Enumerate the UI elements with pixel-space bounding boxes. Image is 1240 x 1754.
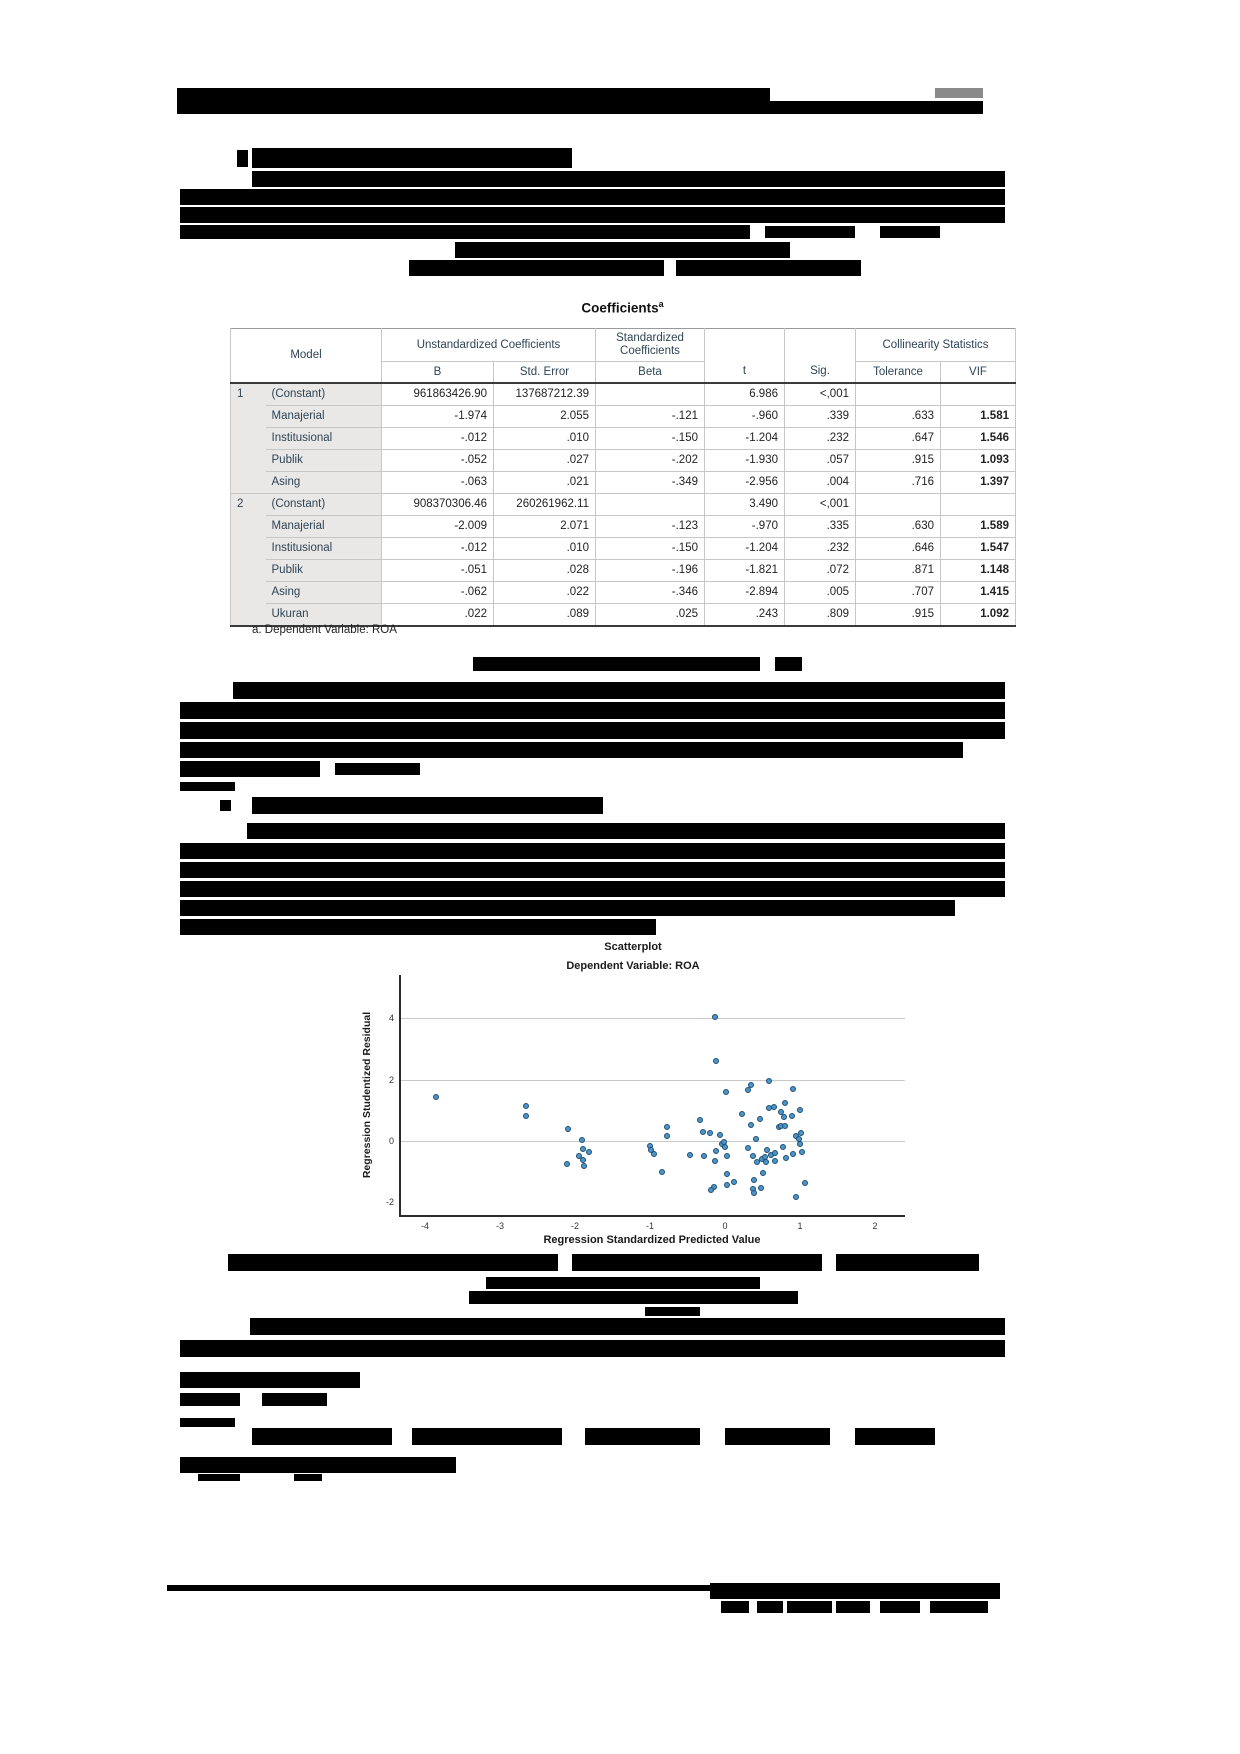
scatter-point xyxy=(565,1126,571,1132)
cell-tolerance: .707 xyxy=(856,582,941,604)
cell-vif: 1.397 xyxy=(941,472,1016,494)
chart-subtitle: Dependent Variable: ROA xyxy=(566,960,700,972)
scatter-point xyxy=(687,1152,693,1158)
table-row xyxy=(231,604,1016,627)
cell-model xyxy=(231,604,266,627)
cell-beta: -.123 xyxy=(596,516,705,538)
scatter-point xyxy=(586,1149,592,1155)
cell-b: -.063 xyxy=(382,472,494,494)
redacted-text-bar xyxy=(233,682,1005,699)
table-title-superscript: a xyxy=(658,299,664,309)
redacted-text-bar xyxy=(836,1254,979,1271)
cell-std-error: .021 xyxy=(494,472,596,494)
redacted-text-bar xyxy=(180,207,1005,223)
column-header-beta: Beta xyxy=(596,362,705,384)
x-tick-label: -1 xyxy=(645,1221,654,1231)
redacted-text-bar xyxy=(455,242,790,258)
table-title-text: Coefficients xyxy=(581,300,659,316)
scatter-point xyxy=(745,1087,751,1093)
redacted-text-bar xyxy=(180,843,1005,859)
scatter-point xyxy=(753,1136,759,1142)
cell-sig: .335 xyxy=(785,516,856,538)
redacted-text-bar xyxy=(572,1254,822,1271)
scatter-point xyxy=(523,1103,529,1109)
cell-model xyxy=(231,582,266,604)
cell-vif: 1.581 xyxy=(941,406,1016,428)
cell-variable: Asing xyxy=(266,582,382,604)
cell-beta: -.121 xyxy=(596,406,705,428)
cell-std-error: 260261962.11 xyxy=(494,494,596,516)
cell-b: -.012 xyxy=(382,538,494,560)
scatter-point xyxy=(723,1089,729,1095)
cell-b: 961863426.90 xyxy=(382,383,494,406)
scatter-point xyxy=(798,1130,804,1136)
cell-variable: Publik xyxy=(266,560,382,582)
redacted-text-bar xyxy=(180,1340,1005,1357)
cell-std-error: .027 xyxy=(494,450,596,472)
scatter-point xyxy=(581,1163,587,1169)
scatter-point xyxy=(717,1132,723,1138)
cell-std-error: 2.055 xyxy=(494,406,596,428)
cell-sig: .057 xyxy=(785,450,856,472)
cell-tolerance xyxy=(856,494,941,516)
scatter-point xyxy=(724,1171,730,1177)
cell-sig: .004 xyxy=(785,472,856,494)
cell-model: 2 xyxy=(231,494,266,516)
redacted-text-bar xyxy=(180,702,1005,719)
scatter-point xyxy=(731,1179,737,1185)
x-tick-label: 2 xyxy=(872,1221,878,1231)
scatter-point xyxy=(781,1114,787,1120)
cell-model xyxy=(231,406,266,428)
scatter-point xyxy=(782,1100,788,1106)
x-tick-label: 0 xyxy=(722,1221,728,1231)
redacted-text-bar xyxy=(252,797,603,814)
redacted-text-bar xyxy=(721,1601,749,1613)
cell-tolerance: .633 xyxy=(856,406,941,428)
scatter-point xyxy=(782,1123,788,1129)
cell-b: -.052 xyxy=(382,450,494,472)
redacted-text-bar xyxy=(180,881,1005,897)
coefficients-table xyxy=(230,328,1016,627)
cell-b: .022 xyxy=(382,604,494,627)
column-header-std-error: Std. Error xyxy=(494,362,596,384)
cell-b: -1.974 xyxy=(382,406,494,428)
scatter-point xyxy=(750,1153,756,1159)
cell-vif: 1.547 xyxy=(941,538,1016,560)
table-row xyxy=(231,450,1016,472)
table-row xyxy=(231,538,1016,560)
cell-beta: -.346 xyxy=(596,582,705,604)
cell-tolerance xyxy=(856,383,941,406)
cell-t: -.960 xyxy=(705,406,785,428)
cell-beta: -.349 xyxy=(596,472,705,494)
cell-beta: -.202 xyxy=(596,450,705,472)
redacted-text-bar xyxy=(676,260,861,276)
redacted-text-bar xyxy=(252,1428,392,1445)
scatter-point xyxy=(523,1113,529,1119)
scatter-point xyxy=(713,1148,719,1154)
redacted-text-bar xyxy=(250,1318,1005,1335)
x-tick-label: -3 xyxy=(495,1221,504,1231)
cell-vif xyxy=(941,494,1016,516)
scatter-point xyxy=(712,1014,718,1020)
cell-std-error: .028 xyxy=(494,560,596,582)
redacted-text-bar xyxy=(335,763,420,775)
cell-beta: .025 xyxy=(596,604,705,627)
cell-t: -.970 xyxy=(705,516,785,538)
cell-variable: (Constant) xyxy=(266,494,382,516)
scatter-point xyxy=(790,1086,796,1092)
cell-variable: Institusional xyxy=(266,428,382,450)
y-tick-label: 0 xyxy=(388,1136,394,1146)
cell-t: -1.204 xyxy=(705,538,785,560)
redacted-text-bar xyxy=(180,862,1005,878)
cell-vif: 1.092 xyxy=(941,604,1016,627)
redacted-text-bar xyxy=(180,761,320,777)
redacted-text-bar xyxy=(585,1428,700,1445)
redacted-text-bar xyxy=(880,226,940,238)
cell-t: -2.894 xyxy=(705,582,785,604)
scatter-point xyxy=(433,1094,439,1100)
cell-b: -2.009 xyxy=(382,516,494,538)
cell-variable: Publik xyxy=(266,450,382,472)
cell-std-error: .010 xyxy=(494,538,596,560)
cell-vif: 1.148 xyxy=(941,560,1016,582)
cell-b: -.012 xyxy=(382,428,494,450)
cell-variable: Ukuran xyxy=(266,604,382,627)
x-axis-label: Regression Standardized Predicted Value xyxy=(543,1234,761,1246)
redacted-text-bar xyxy=(198,1474,240,1481)
gridline xyxy=(399,1018,905,1019)
scatter-point xyxy=(564,1161,570,1167)
scatter-point xyxy=(739,1111,745,1117)
cell-tolerance: .915 xyxy=(856,450,941,472)
redacted-text-bar xyxy=(412,1428,562,1445)
cell-vif: 1.415 xyxy=(941,582,1016,604)
x-axis-line xyxy=(399,1215,905,1217)
redacted-text-bar xyxy=(252,171,1005,187)
table-row xyxy=(231,383,1016,406)
redacted-text-bar xyxy=(220,800,231,811)
scatter-point xyxy=(712,1158,718,1164)
scatter-point xyxy=(751,1177,757,1183)
column-header-sig: Sig. xyxy=(785,362,856,384)
scatter-point xyxy=(664,1133,670,1139)
scatter-point xyxy=(772,1158,778,1164)
scatter-point xyxy=(748,1082,754,1088)
column-group-standardized: Standardized Coefficients xyxy=(596,329,705,362)
column-header-model: Model xyxy=(231,329,382,384)
y-axis-label: Regression Studentized Residual xyxy=(361,1011,373,1179)
x-tick-label: 1 xyxy=(797,1221,803,1231)
scatter-point xyxy=(797,1141,803,1147)
redacted-text-bar xyxy=(757,1601,783,1613)
cell-sig: .072 xyxy=(785,560,856,582)
cell-tolerance: .915 xyxy=(856,604,941,627)
scatter-point xyxy=(651,1151,657,1157)
scatter-point xyxy=(707,1130,713,1136)
gridline xyxy=(399,1141,905,1142)
redacted-text-bar xyxy=(930,1601,988,1613)
cell-std-error: .089 xyxy=(494,604,596,627)
table-row xyxy=(231,494,1016,516)
scatter-point xyxy=(797,1107,803,1113)
column-header-b: B xyxy=(382,362,494,384)
cell-variable: Institusional xyxy=(266,538,382,560)
cell-t: .243 xyxy=(705,604,785,627)
cell-std-error: .010 xyxy=(494,428,596,450)
scatter-point xyxy=(664,1124,670,1130)
table-row xyxy=(231,406,1016,428)
redacted-text-bar xyxy=(237,150,248,167)
scatter-point xyxy=(771,1104,777,1110)
cell-tolerance: .630 xyxy=(856,516,941,538)
scatter-point xyxy=(790,1151,796,1157)
cell-b: 908370306.46 xyxy=(382,494,494,516)
scatter-point xyxy=(713,1058,719,1064)
scatter-point xyxy=(697,1117,703,1123)
cell-model xyxy=(231,560,266,582)
scatter-point xyxy=(724,1182,730,1188)
cell-model xyxy=(231,516,266,538)
cell-t: -1.930 xyxy=(705,450,785,472)
column-header-spacer-sig xyxy=(785,329,856,362)
cell-model xyxy=(231,538,266,560)
cell-std-error: .022 xyxy=(494,582,596,604)
redacted-text-bar xyxy=(725,1428,830,1445)
redacted-text-bar xyxy=(469,1291,798,1304)
y-tick-label: 2 xyxy=(388,1074,394,1085)
column-header-spacer-t xyxy=(705,329,785,362)
cell-t: 3.490 xyxy=(705,494,785,516)
scatter-point xyxy=(780,1144,786,1150)
redacted-text-bar xyxy=(180,1372,360,1388)
column-header-tolerance: Tolerance xyxy=(856,362,941,384)
cell-sig: .339 xyxy=(785,406,856,428)
redacted-text-bar xyxy=(935,88,983,98)
cell-sig: .232 xyxy=(785,428,856,450)
x-tick-label: -4 xyxy=(420,1221,429,1231)
redacted-text-bar xyxy=(855,1428,935,1445)
x-tick-label: -2 xyxy=(570,1221,579,1231)
redacted-text-bar xyxy=(294,1474,322,1481)
table-footnote: a. Dependent Variable: ROA xyxy=(252,624,397,636)
redacted-text-bar xyxy=(770,101,983,114)
redacted-text-bar xyxy=(167,1585,710,1591)
redacted-text-bar xyxy=(775,657,802,671)
scatter-point xyxy=(579,1137,585,1143)
cell-tolerance: .871 xyxy=(856,560,941,582)
cell-model xyxy=(231,428,266,450)
cell-sig: <,001 xyxy=(785,383,856,406)
redacted-text-bar xyxy=(180,1393,240,1406)
cell-vif xyxy=(941,383,1016,406)
redacted-text-bar xyxy=(787,1601,832,1613)
cell-variable: (Constant) xyxy=(266,383,382,406)
redacted-text-bar xyxy=(177,88,770,114)
scatter-point xyxy=(757,1116,763,1122)
cell-b: -.051 xyxy=(382,560,494,582)
y-tick-label: 4 xyxy=(388,1013,394,1024)
column-group-collinearity: Collinearity Statistics xyxy=(856,329,1016,362)
cell-sig: .232 xyxy=(785,538,856,560)
cell-std-error: 2.071 xyxy=(494,516,596,538)
scatter-point xyxy=(700,1129,706,1135)
cell-sig: <,001 xyxy=(785,494,856,516)
cell-sig: .005 xyxy=(785,582,856,604)
redacted-text-bar xyxy=(645,1307,700,1316)
scatter-point xyxy=(748,1122,754,1128)
redacted-text-bar xyxy=(180,189,1005,205)
redacted-text-bar xyxy=(836,1601,870,1613)
cell-beta: -.150 xyxy=(596,538,705,560)
table-row xyxy=(231,516,1016,538)
redacted-text-bar xyxy=(180,919,656,935)
cell-t: -1.821 xyxy=(705,560,785,582)
table-row xyxy=(231,582,1016,604)
cell-sig: .809 xyxy=(785,604,856,627)
cell-beta: -.196 xyxy=(596,560,705,582)
scatter-point xyxy=(751,1190,757,1196)
cell-model xyxy=(231,450,266,472)
cell-std-error: 137687212.39 xyxy=(494,383,596,406)
scatter-point xyxy=(766,1078,772,1084)
redacted-text-bar xyxy=(710,1583,1000,1599)
scatter-point xyxy=(758,1185,764,1191)
cell-model: 1 xyxy=(231,383,266,406)
redacted-text-bar xyxy=(180,1418,235,1427)
cell-vif: 1.546 xyxy=(941,428,1016,450)
column-header-t: t xyxy=(705,362,785,384)
cell-beta xyxy=(596,383,705,406)
table-row xyxy=(231,560,1016,582)
redacted-text-bar xyxy=(180,722,1005,739)
y-tick-label: -2 xyxy=(385,1197,394,1208)
cell-beta: -.150 xyxy=(596,428,705,450)
cell-variable: Manajerial xyxy=(266,516,382,538)
redacted-text-bar xyxy=(765,226,855,238)
cell-model xyxy=(231,472,266,494)
scatter-point xyxy=(701,1153,707,1159)
column-group-unstandardized: Unstandardized Coefficients xyxy=(382,329,596,362)
scatter-point xyxy=(783,1155,789,1161)
scatter-point xyxy=(722,1144,728,1150)
column-header-vif: VIF xyxy=(941,362,1016,384)
gridline xyxy=(399,1080,905,1081)
cell-vif: 1.589 xyxy=(941,516,1016,538)
table-title xyxy=(230,299,1015,316)
redacted-text-bar xyxy=(409,260,664,276)
cell-beta xyxy=(596,494,705,516)
redacted-text-bar xyxy=(180,782,235,791)
cell-vif: 1.093 xyxy=(941,450,1016,472)
scatter-point xyxy=(745,1145,751,1151)
table-row xyxy=(231,472,1016,494)
scatter-point xyxy=(724,1153,730,1159)
scatter-point xyxy=(793,1194,799,1200)
chart-title: Scatterplot xyxy=(604,941,662,953)
cell-b: -.062 xyxy=(382,582,494,604)
redacted-text-bar xyxy=(180,225,750,239)
cell-t: -2.956 xyxy=(705,472,785,494)
y-axis-line xyxy=(399,975,401,1215)
redacted-text-bar xyxy=(262,1393,327,1406)
redacted-text-bar xyxy=(180,900,955,916)
redacted-text-bar xyxy=(180,1457,456,1473)
redacted-text-bar xyxy=(228,1254,558,1271)
scatter-point xyxy=(708,1187,714,1193)
redacted-text-bar xyxy=(473,657,760,671)
cell-t: -1.204 xyxy=(705,428,785,450)
cell-tolerance: .647 xyxy=(856,428,941,450)
scatter-point xyxy=(789,1113,795,1119)
cell-tolerance: .716 xyxy=(856,472,941,494)
scatter-point xyxy=(760,1170,766,1176)
cell-variable: Asing xyxy=(266,472,382,494)
scatter-point xyxy=(802,1180,808,1186)
redacted-text-bar xyxy=(180,742,963,758)
redacted-text-bar xyxy=(247,823,1005,839)
scatter-point xyxy=(659,1169,665,1175)
scatter-point xyxy=(772,1150,778,1156)
cell-t: 6.986 xyxy=(705,383,785,406)
redacted-text-bar xyxy=(880,1601,920,1613)
scatter-point xyxy=(580,1146,586,1152)
cell-variable: Manajerial xyxy=(266,406,382,428)
scatter-point xyxy=(763,1159,769,1165)
table-row xyxy=(231,428,1016,450)
redacted-text-bar xyxy=(252,148,572,168)
redacted-text-bar xyxy=(486,1277,760,1289)
cell-tolerance: .646 xyxy=(856,538,941,560)
scatter-point xyxy=(799,1149,805,1155)
